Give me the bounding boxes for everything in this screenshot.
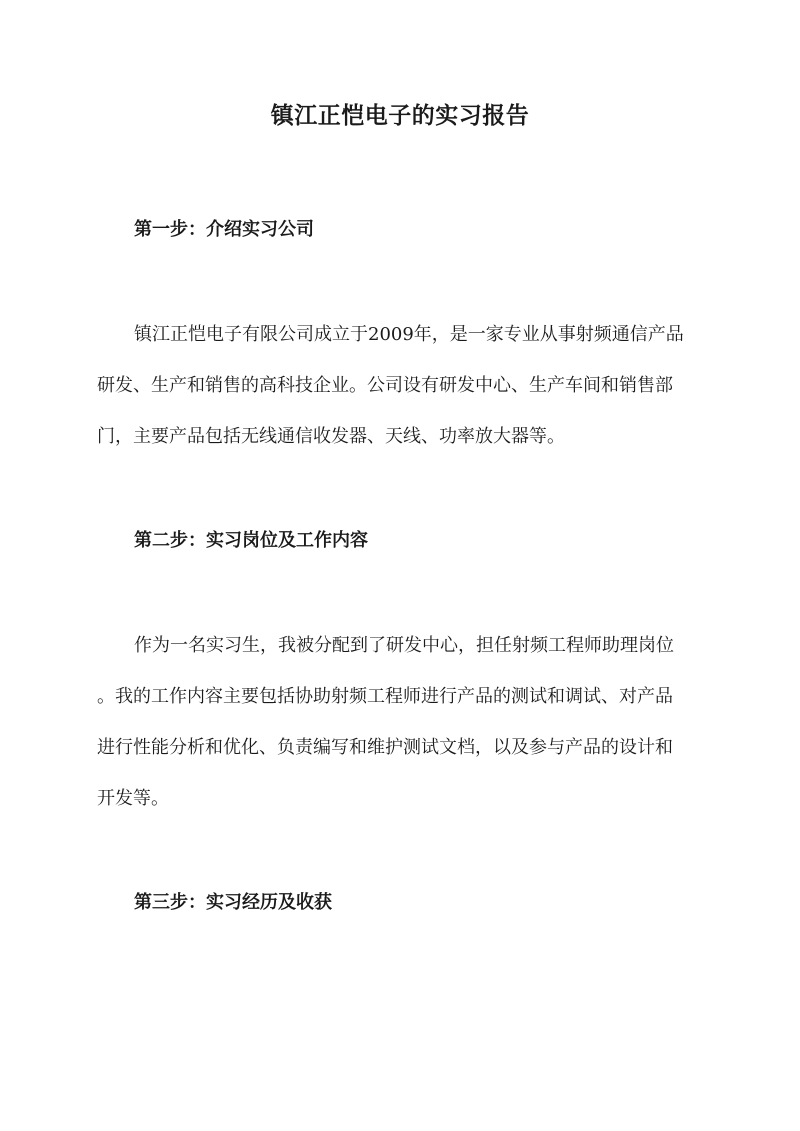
paragraph-line: 门，主要产品包括无线通信收发器、天线、功率放大器等。 bbox=[97, 426, 565, 447]
section-1-paragraph bbox=[97, 322, 701, 475]
paragraph-line: 开发等。 bbox=[97, 788, 169, 809]
section-2-heading: 第二步：实习岗位及工作内容 bbox=[134, 530, 368, 551]
section-1-heading: 第一步：介绍实习公司 bbox=[134, 219, 314, 240]
paragraph-line: 。我的工作内容主要包括协助射频工程师进行产品的测试和调试、对产品 bbox=[97, 686, 673, 707]
paragraph-line: 镇江正恺电子有限公司成立于2009年，是一家专业从事射频通信产品 bbox=[134, 324, 684, 345]
paragraph-line: 进行性能分析和优化、负责编写和维护测试文档，以及参与产品的设计和 bbox=[97, 737, 673, 758]
paragraph-line: 作为一名实习生，我被分配到了研发中心，担任射频工程师助理岗位 bbox=[134, 635, 674, 656]
paragraph-line: 研发、生产和销售的高科技企业。公司设有研发中心、生产车间和销售部 bbox=[97, 375, 673, 396]
page-title: 镇江正恺电子的实习报告 bbox=[270, 102, 530, 129]
section-2-paragraph bbox=[97, 633, 701, 837]
section-3-heading: 第三步：实习经历及收获 bbox=[134, 892, 332, 913]
